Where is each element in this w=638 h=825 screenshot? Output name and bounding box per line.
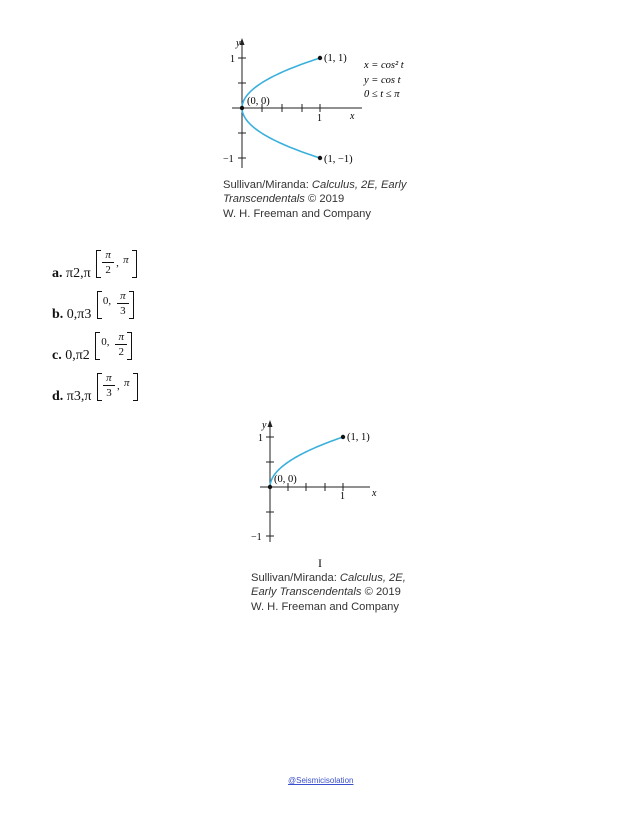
- credit-publisher: W. H. Freeman and Company: [251, 600, 399, 613]
- point-bottom: [318, 156, 322, 160]
- right-bracket: [127, 332, 132, 360]
- figure-1-graph: [220, 34, 430, 174]
- option-letter: b.: [52, 307, 64, 322]
- credit-title: Transcendentals: [223, 193, 305, 206]
- fraction: [115, 331, 127, 358]
- y-tick-label-pos: 1: [258, 433, 263, 444]
- figure-2-credit: [251, 571, 406, 614]
- interval: [95, 290, 141, 318]
- x-axis-label: x: [350, 111, 355, 122]
- y-tick-label-neg: −1: [223, 154, 234, 165]
- left-bracket: [97, 291, 102, 319]
- option-inline-text: π3,π: [66, 389, 92, 404]
- option-c[interactable]: [52, 331, 139, 364]
- interval-right: π: [123, 377, 130, 389]
- fraction: [102, 249, 114, 276]
- left-bracket: [96, 250, 101, 278]
- denominator: 2: [105, 264, 111, 276]
- point-top-label: (1, 1): [347, 432, 370, 443]
- point-bottom-label: (1, −1): [324, 154, 353, 165]
- equation-y: y = cos t: [364, 75, 401, 86]
- fraction: [103, 372, 115, 399]
- numerator: π: [105, 249, 111, 261]
- left-bracket: [97, 373, 102, 401]
- fraction: [117, 290, 129, 317]
- point-origin: [240, 106, 244, 110]
- x-axis-label: x: [372, 488, 377, 499]
- fraction-bar: [102, 262, 114, 263]
- option-inline-text: 0,π2: [65, 348, 90, 363]
- interval-right: π: [123, 254, 129, 266]
- x-tick-label: 1: [340, 491, 345, 502]
- interval-left: 0,: [102, 295, 112, 307]
- numerator: π: [118, 331, 125, 343]
- y-tick-label-pos: 1: [230, 54, 235, 65]
- point-top: [341, 435, 345, 439]
- watermark-link[interactable]: @Seismicisolation: [288, 776, 354, 785]
- credit-year: © 2019: [304, 193, 345, 206]
- left-bracket: [95, 332, 100, 360]
- equation-range: 0 ≤ t ≤ π: [364, 89, 400, 100]
- credit-text: Sullivan/Miranda:: [251, 572, 340, 584]
- interval: [93, 331, 139, 359]
- credit-title: Calculus, 2E,: [339, 572, 406, 584]
- denominator: 3: [106, 387, 112, 399]
- denominator: 3: [120, 305, 126, 317]
- y-tick-label-neg: −1: [251, 532, 262, 543]
- option-letter: c.: [52, 348, 62, 363]
- figure-2-caption: I: [318, 556, 322, 570]
- figure-1-credit: [223, 178, 406, 221]
- figure-2-graph: [248, 416, 388, 546]
- point-top: [318, 56, 322, 60]
- fraction-bar: [103, 385, 115, 386]
- option-d[interactable]: [52, 372, 145, 405]
- right-bracket: [129, 291, 134, 319]
- y-axis-label: y: [262, 420, 267, 431]
- fraction-bar: [117, 303, 129, 304]
- option-a[interactable]: [52, 249, 144, 282]
- point-origin-label: (0, 0): [247, 96, 270, 107]
- interval: [95, 372, 145, 400]
- option-letter: d.: [52, 389, 64, 404]
- y-axis-arrow: [268, 420, 273, 427]
- y-axis-label: y: [236, 38, 241, 49]
- equation-x: x = cos² t: [364, 60, 404, 71]
- option-inline-text: π2,π: [66, 266, 91, 281]
- credit-title: Calculus, 2E, Early: [311, 179, 407, 191]
- point-origin: [268, 485, 272, 489]
- right-bracket: [133, 373, 138, 401]
- fraction-bar: [115, 344, 127, 345]
- credit-publisher: W. H. Freeman and Company: [223, 207, 371, 220]
- numerator: π: [106, 372, 112, 384]
- numerator: π: [120, 290, 126, 302]
- credit-text: Sullivan/Miranda:: [223, 179, 312, 191]
- interval-left: 0,: [101, 336, 110, 348]
- comma: ,: [116, 257, 119, 269]
- credit-title: Early Transcendentals: [251, 586, 362, 599]
- right-bracket: [132, 250, 137, 278]
- interval: [94, 249, 144, 277]
- option-letter: a.: [52, 266, 63, 281]
- option-b[interactable]: [52, 290, 141, 323]
- comma: ,: [116, 380, 120, 392]
- point-origin-label: (0, 0): [274, 474, 297, 485]
- option-inline-text: 0,π3: [66, 307, 92, 322]
- point-top-label: (1, 1): [324, 53, 347, 64]
- denominator: 2: [118, 346, 125, 358]
- credit-year: © 2019: [361, 586, 401, 599]
- x-tick-label: 1: [317, 113, 322, 124]
